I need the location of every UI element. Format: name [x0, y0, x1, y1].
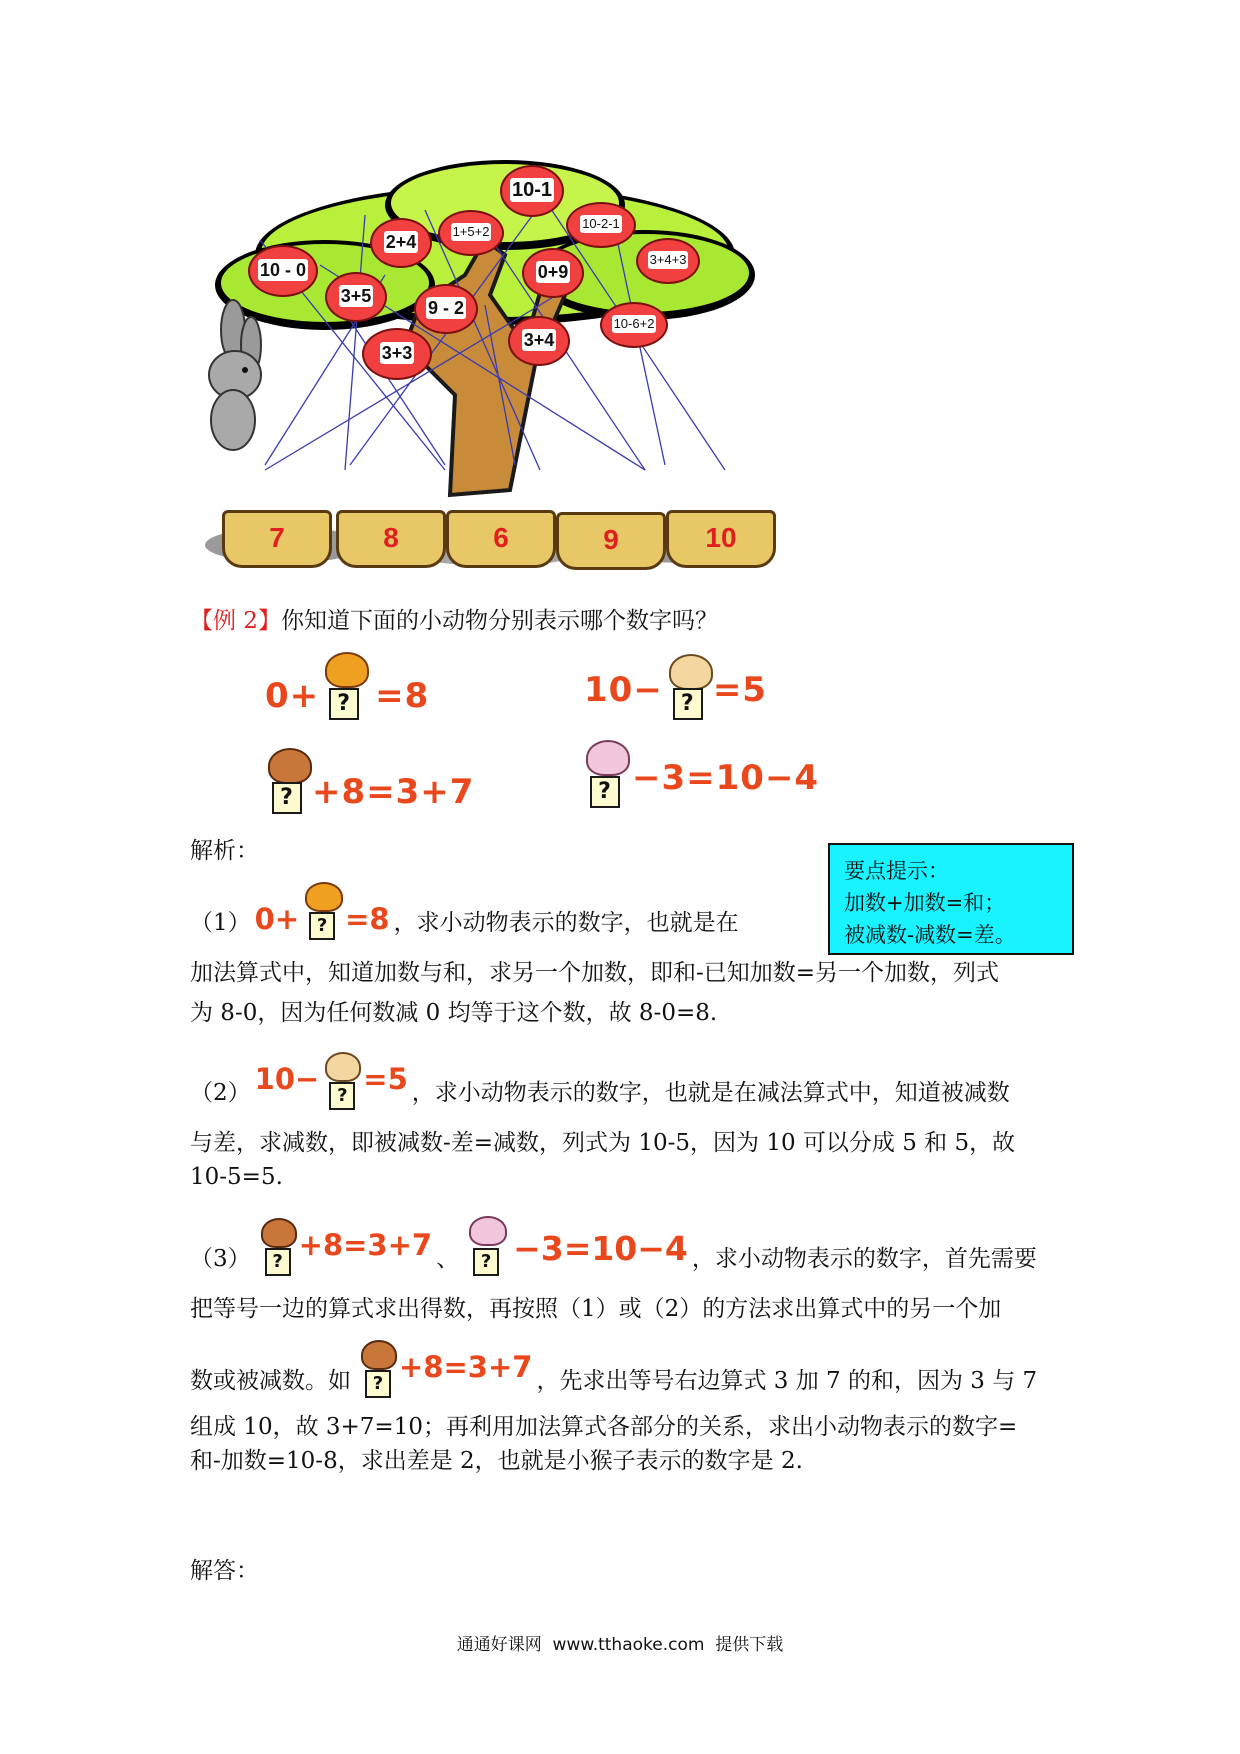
question-card: ? — [309, 912, 335, 940]
tiger-question-icon — [299, 882, 345, 940]
apple-label: 10-2-1 — [582, 216, 620, 231]
monkey-question-icon — [262, 748, 312, 814]
analysis-item-1-line-3: 为 8-0，因为任何数减 0 均等于这个数，故 8-0=8. — [190, 1000, 718, 1026]
tip-line-1: 加数+加数=和； — [844, 891, 1006, 915]
apple-label: 3+3 — [381, 343, 413, 363]
cow-icon — [325, 1052, 361, 1082]
eq1-right: =8 — [375, 676, 430, 716]
question-card: ? — [590, 776, 620, 808]
item-text: ，求小动物表示的数字，也就是在减法算式中，知道被减数 — [411, 1080, 1010, 1106]
inline-equation-2 — [255, 1052, 408, 1110]
answer-heading: 解答： — [190, 1558, 259, 1584]
tiger-question-icon — [319, 652, 369, 720]
tiger-icon — [325, 652, 369, 688]
apple — [248, 245, 318, 297]
apple-label: 9 - 2 — [427, 298, 465, 318]
apple-label: 10-6+2 — [613, 316, 655, 331]
monkey-question-icon — [355, 1340, 399, 1398]
basket — [222, 510, 332, 568]
tip-title: 要点提示： — [844, 859, 949, 883]
question-card: ? — [272, 782, 302, 814]
basket-number: 8 — [383, 522, 399, 553]
basket — [336, 510, 446, 568]
question-card: ? — [473, 1248, 499, 1276]
pig-question-icon — [463, 1216, 513, 1276]
item-text: ，求小动物表示的数字，也就是在 — [393, 910, 739, 936]
tip-box — [828, 843, 1074, 955]
item-number: （3） — [190, 1246, 251, 1272]
item-number: （2） — [190, 1080, 251, 1106]
inline-equation-4 — [463, 1216, 688, 1276]
inline-eq-right: −3=10−4 — [513, 1229, 688, 1268]
apple — [600, 302, 668, 348]
basket — [556, 512, 666, 570]
analysis-item-1-line-2: 加法算式中，知道加数与和，求另一个加数，即和-已知加数=另一个加数，列式 — [190, 960, 1000, 986]
basket-number: 9 — [603, 524, 619, 555]
monkey-question-icon — [255, 1218, 299, 1276]
apple — [414, 284, 478, 334]
analysis-item-3-line-3 — [190, 1336, 1037, 1398]
eq2-right: =5 — [712, 670, 767, 710]
apple-label: 3+5 — [340, 286, 372, 306]
separator: 、 — [436, 1246, 460, 1272]
page-footer: 通通好课网 www.tthaoke.com 提供下载 — [456, 1635, 784, 1655]
inline-equation-3 — [255, 1218, 432, 1276]
analysis-item-2-line-1 — [190, 1050, 1010, 1110]
inline-equation-1 — [255, 882, 390, 940]
inline-equation-5 — [355, 1340, 532, 1398]
inline-eq-right: =5 — [363, 1062, 408, 1096]
question-card: ? — [265, 1248, 291, 1276]
apple — [636, 238, 700, 284]
inline-eq-right: +8=3+7 — [399, 1350, 533, 1384]
basket — [666, 510, 776, 568]
inline-eq-right: +8=3+7 — [298, 1228, 433, 1262]
equation-3 — [262, 748, 474, 814]
question-card: ? — [673, 688, 703, 720]
question-card: ? — [329, 1082, 355, 1110]
tiger-icon — [305, 882, 343, 912]
analysis-item-3-line-5: 和-加数=10-8，求出差是 2，也就是小猴子表示的数字是 2. — [190, 1448, 803, 1474]
equation-2 — [584, 656, 767, 720]
example-question — [190, 604, 718, 638]
analysis-item-2-line-3: 10-5=5. — [190, 1164, 283, 1190]
item-text: ，求小动物表示的数字，首先需要 — [691, 1246, 1037, 1272]
apple — [325, 272, 387, 322]
apple-label: 1+5+2 — [452, 224, 490, 239]
apple — [362, 328, 432, 380]
analysis-item-3-line-1 — [190, 1214, 1037, 1276]
monkey-icon — [268, 748, 312, 784]
inline-eq-left: 0+ — [254, 902, 300, 936]
pig-icon — [469, 1216, 507, 1246]
monkey-icon — [261, 1218, 297, 1248]
analysis-item-3-line-2: 把等号一边的算式求出得数，再按照（1）或（2）的方法求出算式中的另一个加 — [190, 1296, 1002, 1322]
apple — [566, 202, 636, 248]
question-card: ? — [365, 1370, 391, 1398]
question-card: ? — [329, 688, 359, 720]
equation-1 — [265, 660, 429, 720]
apple — [508, 316, 570, 366]
pig-question-icon — [580, 740, 632, 808]
apple-label: 3+4 — [523, 330, 555, 350]
eq4-right: −3=10−4 — [632, 758, 820, 798]
tip-line-2: 被减数-减数=差。 — [844, 923, 1016, 947]
basket — [446, 510, 556, 568]
apple — [370, 218, 432, 268]
question-text: 你知道下面的小动物分别表示哪个数字吗？ — [280, 608, 718, 634]
analysis-heading: 解析： — [190, 838, 259, 864]
apple-label: 3+4+3 — [649, 252, 687, 267]
cow-question-icon — [663, 654, 713, 720]
rabbit-icon — [209, 300, 261, 450]
apple-label: 0+9 — [537, 262, 569, 282]
analysis-item-2-line-2: 与差，求减数，即被减数-差=减数，列式为 10-5，因为 10 可以分成 5 和 5，故 — [190, 1130, 1016, 1156]
apple — [500, 165, 564, 217]
pig-icon — [586, 740, 630, 776]
cow-question-icon — [319, 1052, 363, 1110]
example-tag: 【例 2】 — [190, 608, 281, 634]
inline-eq-right: =8 — [345, 902, 390, 936]
apple — [522, 248, 584, 298]
analysis-item-3-line-4: 组成 10，故 3+7=10；再利用加法算式各部分的关系，求出小动物表示的数字= — [190, 1414, 1018, 1440]
eq1-left: 0+ — [265, 676, 320, 716]
monkey-icon — [361, 1340, 397, 1370]
item-text: 数或被减数。如 — [190, 1368, 351, 1394]
equation-4 — [580, 740, 819, 808]
basket-number: 10 — [705, 522, 737, 553]
eq3-right: +8=3+7 — [312, 772, 475, 812]
basket-number: 6 — [493, 522, 509, 553]
analysis-item-1-line-1 — [190, 880, 739, 940]
cow-icon — [669, 654, 713, 690]
apple-label: 10 - 0 — [259, 260, 307, 280]
apple-label: 2+4 — [385, 232, 417, 252]
item-number: （1） — [190, 910, 251, 936]
apple — [438, 210, 504, 256]
inline-eq-left: 10− — [254, 1062, 320, 1096]
basket-number: 7 — [269, 522, 285, 553]
apple-tree-illustration — [205, 145, 765, 570]
item-text: ，先求出等号右边算式 3 加 7 的和，因为 3 与 7 — [536, 1368, 1038, 1394]
apple-label: 10-1 — [511, 179, 553, 201]
eq2-left: 10− — [584, 670, 663, 710]
